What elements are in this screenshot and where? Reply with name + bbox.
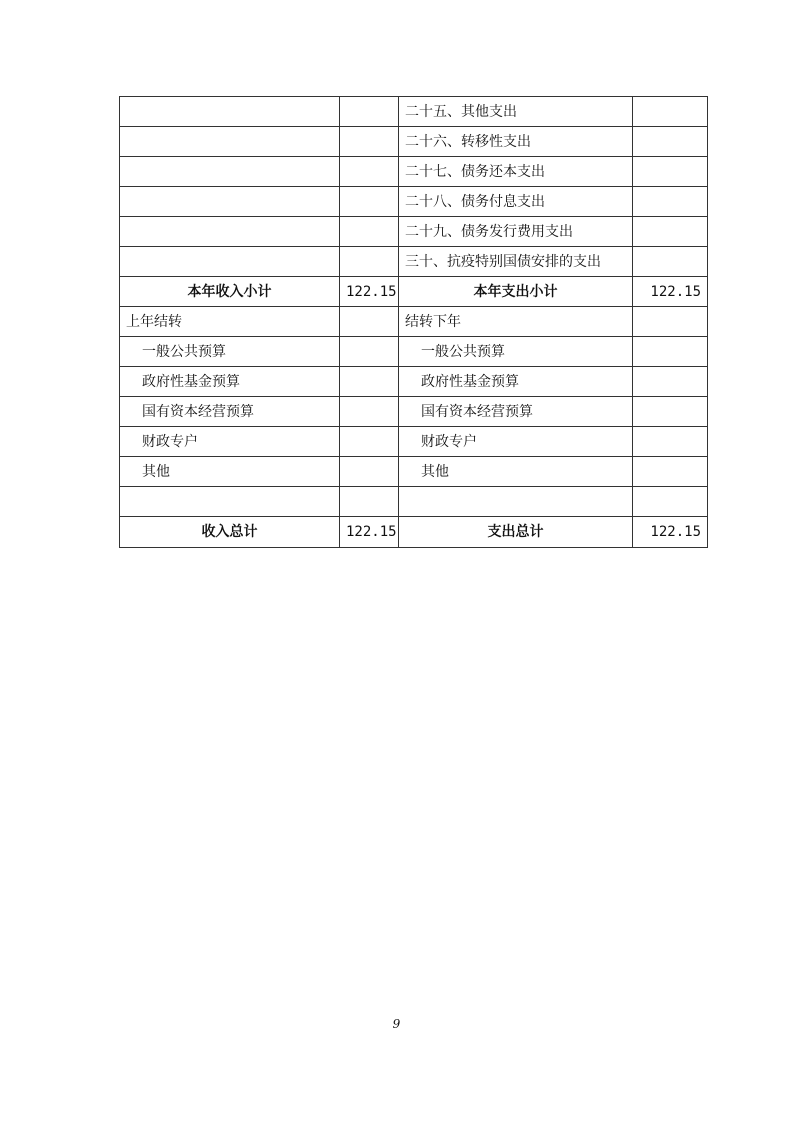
expense-value-cell — [633, 487, 708, 517]
expense-value-cell — [633, 457, 708, 487]
expense-value-cell — [633, 427, 708, 457]
income-value-cell — [340, 487, 399, 517]
subtotal-row — [120, 277, 708, 307]
expense-value-cell — [633, 397, 708, 427]
income-label-cell — [120, 187, 340, 217]
expense-value-cell — [633, 337, 708, 367]
income-label-cell — [120, 127, 340, 157]
expense-total-label: 支出总计 — [399, 517, 633, 548]
income-value-cell — [340, 367, 399, 397]
table-row — [120, 457, 708, 487]
income-label-cell: 其他 — [120, 457, 340, 487]
expense-value-cell — [633, 157, 708, 187]
expense-label-cell: 二十七、债务还本支出 — [399, 157, 633, 187]
income-value-cell — [340, 307, 399, 337]
total-row — [120, 517, 708, 548]
table-row — [120, 247, 708, 277]
expense-value-cell — [633, 217, 708, 247]
expense-value-cell — [633, 187, 708, 217]
expense-label-cell — [399, 487, 633, 517]
income-value-cell — [340, 127, 399, 157]
income-label-cell: 国有资本经营预算 — [120, 397, 340, 427]
expense-label-cell: 二十九、债务发行费用支出 — [399, 217, 633, 247]
income-value-cell — [340, 217, 399, 247]
income-total-label: 收入总计 — [120, 517, 340, 548]
income-value-cell — [340, 457, 399, 487]
budget-table — [119, 96, 708, 548]
page-number: 9 — [392, 1017, 401, 1031]
table-row — [120, 427, 708, 457]
table-row — [120, 487, 708, 517]
table-row — [120, 367, 708, 397]
expense-label-cell: 政府性基金预算 — [399, 367, 633, 397]
income-value-cell — [340, 157, 399, 187]
expense-label-cell: 一般公共预算 — [399, 337, 633, 367]
expense-label-cell: 国有资本经营预算 — [399, 397, 633, 427]
table-row — [120, 157, 708, 187]
table-row — [120, 97, 708, 127]
income-label-cell: 上年结转 — [120, 307, 340, 337]
expense-value-cell — [633, 97, 708, 127]
income-value-cell — [340, 397, 399, 427]
expense-value-cell — [633, 307, 708, 337]
income-label-cell — [120, 97, 340, 127]
income-label-cell — [120, 157, 340, 187]
income-label-cell: 一般公共预算 — [120, 337, 340, 367]
income-value-cell — [340, 97, 399, 127]
expense-label-cell: 三十、抗疫特别国债安排的支出 — [399, 247, 633, 277]
income-value-cell — [340, 337, 399, 367]
table-row — [120, 217, 708, 247]
income-label-cell — [120, 217, 340, 247]
income-value-cell — [340, 187, 399, 217]
table-row — [120, 187, 708, 217]
table-row — [120, 397, 708, 427]
expense-label-cell: 二十八、债务付息支出 — [399, 187, 633, 217]
table-row — [120, 337, 708, 367]
expense-total-value: 122.15 — [633, 517, 708, 548]
carryover-row — [120, 307, 708, 337]
income-value-cell — [340, 427, 399, 457]
expense-subtotal-label: 本年支出小计 — [399, 277, 633, 307]
expense-label-cell: 二十六、转移性支出 — [399, 127, 633, 157]
expense-label-cell: 财政专户 — [399, 427, 633, 457]
income-label-cell — [120, 487, 340, 517]
income-total-value: 122.15 — [340, 517, 399, 548]
expense-label-cell: 二十五、其他支出 — [399, 97, 633, 127]
expense-subtotal-value: 122.15 — [633, 277, 708, 307]
income-label-cell: 政府性基金预算 — [120, 367, 340, 397]
expense-value-cell — [633, 247, 708, 277]
expense-label-cell: 其他 — [399, 457, 633, 487]
income-value-cell — [340, 247, 399, 277]
income-subtotal-label: 本年收入小计 — [120, 277, 340, 307]
income-label-cell: 财政专户 — [120, 427, 340, 457]
table-row — [120, 127, 708, 157]
expense-value-cell — [633, 367, 708, 397]
income-subtotal-value: 122.15 — [340, 277, 399, 307]
expense-label-cell: 结转下年 — [399, 307, 633, 337]
expense-value-cell — [633, 127, 708, 157]
income-label-cell — [120, 247, 340, 277]
